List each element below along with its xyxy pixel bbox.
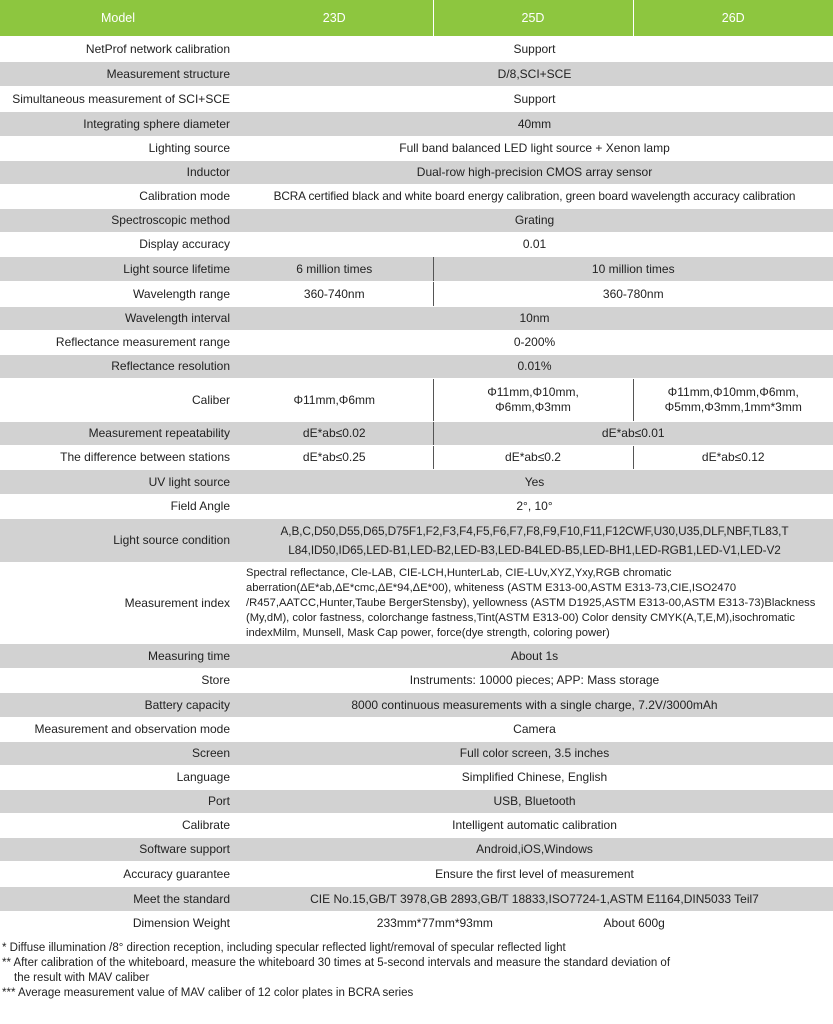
- row-value: 8000 continuous measurements with a single charge, 7.2V/3000mAh: [236, 693, 833, 718]
- row-inductor: [0, 161, 833, 185]
- row-wavelength-interval: [0, 307, 833, 331]
- row-label: Lighting source: [0, 137, 236, 161]
- header-25d: 25D: [433, 0, 633, 37]
- row-label: Measurement repeatability: [0, 422, 236, 446]
- row-label: Battery capacity: [0, 693, 236, 718]
- row-value: Instruments: 10000 pieces; APP: Mass storage: [236, 669, 833, 693]
- row-label: Measuring time: [0, 644, 236, 669]
- footnote-2-cont: the result with MAV caliber: [14, 972, 150, 984]
- row-value: 0.01: [236, 233, 833, 257]
- row-value: Full band balanced LED light source + Xenon lamp: [236, 137, 833, 161]
- lsc-line1: A,B,C,D50,D55,D65,D75F1,F2,F3,F4,F5,F6,F7,F8,F9,F10,F11,F12CWF,U30,U35,DLF,NBF,TL83,T: [280, 523, 789, 538]
- row-accuracy: [0, 862, 833, 887]
- row-label: Reflectance measurement range: [0, 331, 236, 355]
- row-value-25d-26d: 360-780nm: [433, 282, 833, 307]
- row-observation-mode: [0, 718, 833, 742]
- row-value: [236, 912, 833, 936]
- row-lifetime: [0, 257, 833, 282]
- row-simultaneous: [0, 87, 833, 112]
- row-spectroscopic: [0, 209, 833, 233]
- row-caliber: [0, 379, 833, 422]
- row-value-26d: dE*ab≤0.12: [633, 446, 833, 470]
- row-label: Wavelength range: [0, 282, 236, 307]
- row-label: Inductor: [0, 161, 236, 185]
- row-label: Screen: [0, 742, 236, 766]
- header-23d: 23D: [236, 0, 433, 37]
- row-measuring-time: [0, 644, 833, 669]
- row-label: Calibration mode: [0, 185, 236, 209]
- caliber-25d-line1: Φ11mm,Φ10mm,: [487, 385, 579, 399]
- row-netprof: [0, 37, 833, 62]
- row-label: Integrating sphere diameter: [0, 112, 236, 137]
- row-reflectance-resolution: [0, 355, 833, 379]
- row-dimension-weight: [0, 912, 833, 936]
- row-value: 40mm: [236, 112, 833, 137]
- row-label: Light source lifetime: [0, 257, 236, 282]
- header-model: Model: [0, 0, 236, 37]
- row-label: Measurement and observation mode: [0, 718, 236, 742]
- lsc-line2: L84,ID50,ID65,LED-B1,LED-B2,LED-B3,LED-B4LED-B5,LED-BH1,LED-RGB1,LED-V1,LED-V2: [288, 542, 781, 557]
- row-value: Full color screen, 3.5 inches: [236, 742, 833, 766]
- row-value-25d: [433, 379, 633, 422]
- row-value: 2°, 10°: [236, 495, 833, 519]
- row-value: Simplified Chinese, English: [236, 766, 833, 790]
- row-label: NetProf network calibration: [0, 37, 236, 62]
- row-label: Dimension Weight: [0, 912, 236, 936]
- row-label: Store: [0, 669, 236, 693]
- row-value-23d: 360-740nm: [236, 282, 433, 307]
- row-value-23d: 6 million times: [236, 257, 433, 282]
- row-label: Simultaneous measurement of SCI+SCE: [0, 87, 236, 112]
- row-reflectance-range: [0, 331, 833, 355]
- row-label: Light source condition: [0, 519, 236, 563]
- row-label: Calibrate: [0, 814, 236, 838]
- row-label: Caliber: [0, 379, 236, 422]
- header-26d: 26D: [633, 0, 833, 37]
- row-port: [0, 790, 833, 814]
- footnote-2: ** After calibration of the whiteboard, measure the whiteboard 30 times at 5-second intervals and measure the standard deviation of: [2, 957, 671, 969]
- row-measurement-index: [0, 563, 833, 644]
- row-value: About 1s: [236, 644, 833, 669]
- caliber-25d-line2: Φ6mm,Φ3mm: [495, 400, 571, 414]
- row-label: Field Angle: [0, 495, 236, 519]
- row-value: Support: [236, 87, 833, 112]
- caliber-26d-line1: Φ11mm,Φ10mm,Φ6mm,: [667, 385, 799, 399]
- row-label: Measurement structure: [0, 62, 236, 87]
- row-label: Wavelength interval: [0, 307, 236, 331]
- row-label: Language: [0, 766, 236, 790]
- row-value: Dual-row high-precision CMOS array sensor: [236, 161, 833, 185]
- row-value: BCRA certified black and white board energy calibration, green board wavelength accuracy calibration: [236, 185, 833, 209]
- header-row: [0, 0, 833, 37]
- row-light-source-condition: [0, 519, 833, 563]
- row-wavelength-range: [0, 282, 833, 307]
- row-value: USB, Bluetooth: [236, 790, 833, 814]
- row-value: 0-200%: [236, 331, 833, 355]
- row-label: Port: [0, 790, 236, 814]
- row-value-23d: dE*ab≤0.25: [236, 446, 433, 470]
- row-store: [0, 669, 833, 693]
- row-value: CIE No.15,GB/T 3978,GB 2893,GB/T 18833,ISO7724-1,ASTM E1164,DIN5033 Teil7: [236, 887, 833, 912]
- row-calibration-mode: [0, 185, 833, 209]
- row-label: Meet the standard: [0, 887, 236, 912]
- row-value-25d-26d: 10 million times: [433, 257, 833, 282]
- row-value: Android,iOS,Windows: [236, 838, 833, 862]
- row-value: Intelligent automatic calibration: [236, 814, 833, 838]
- row-value-23d: Φ11mm,Φ6mm: [236, 379, 433, 422]
- row-label: Display accuracy: [0, 233, 236, 257]
- row-value: Spectral reflectance, Cle-LAB, CIE-LCH,HunterLab, CIE-LUv,XYZ,Yxy,RGB chromatic aberration(ΔE*ab,ΔE*cmc,ΔE*94,ΔE*00), whiteness (ASTM E313-00,ASTM E313-73,CIE,ISO2470 /R457,AATCC,Hunter,Taube BergerStensby), yellowness (ASTM D1925,ASTM E313-00,ASTM E313-73)Blackness (My,dM), color fastness, colorchange fastness,Tint(ASTM E313-00) Color density CMYK(A,T,E,M),isochromatic indexMilm, Munsell, Mask Cap power, force(dye strength, coloring power): [236, 563, 833, 644]
- row-label: Software support: [0, 838, 236, 862]
- row-uv: [0, 470, 833, 495]
- row-sphere: [0, 112, 833, 137]
- row-value: 10nm: [236, 307, 833, 331]
- row-lighting: [0, 137, 833, 161]
- row-value-25d: dE*ab≤0.2: [433, 446, 633, 470]
- row-value: D/8,SCI+SCE: [236, 62, 833, 87]
- row-value-25d-26d: dE*ab≤0.01: [433, 422, 833, 446]
- row-value: Ensure the first level of measurement: [236, 862, 833, 887]
- row-label: Reflectance resolution: [0, 355, 236, 379]
- row-stations: [0, 446, 833, 470]
- row-label: UV light source: [0, 470, 236, 495]
- row-value: [236, 519, 833, 563]
- row-display-accuracy: [0, 233, 833, 257]
- footnote-3: *** Average measurement value of MAV caliber of 12 color plates in BCRA series: [2, 987, 414, 999]
- weight-value: About 600g: [603, 916, 665, 930]
- row-software: [0, 838, 833, 862]
- row-value-23d: dE*ab≤0.02: [236, 422, 433, 446]
- row-value-26d: [633, 379, 833, 422]
- row-standard: [0, 887, 833, 912]
- row-battery: [0, 693, 833, 718]
- row-repeatability: [0, 422, 833, 446]
- row-label: Measurement index: [0, 563, 236, 644]
- row-value: Yes: [236, 470, 833, 495]
- footnote-1: * Diffuse illumination /8° direction reception, including specular reflected light/removal of specular reflected light: [2, 942, 566, 954]
- dimension-value: 233mm*77mm*93mm: [376, 916, 493, 930]
- row-field-angle: [0, 495, 833, 519]
- row-value: 0.01%: [236, 355, 833, 379]
- caliber-26d-line2: Φ5mm,Φ3mm,1mm*3mm: [664, 400, 802, 414]
- row-calibrate: [0, 814, 833, 838]
- row-label: Accuracy guarantee: [0, 862, 236, 887]
- row-screen: [0, 742, 833, 766]
- row-label: Spectroscopic method: [0, 209, 236, 233]
- row-structure: [0, 62, 833, 87]
- footnotes: [0, 936, 833, 1001]
- row-language: [0, 766, 833, 790]
- row-value: Support: [236, 37, 833, 62]
- row-value: Camera: [236, 718, 833, 742]
- row-value: Grating: [236, 209, 833, 233]
- row-label: The difference between stations: [0, 446, 236, 470]
